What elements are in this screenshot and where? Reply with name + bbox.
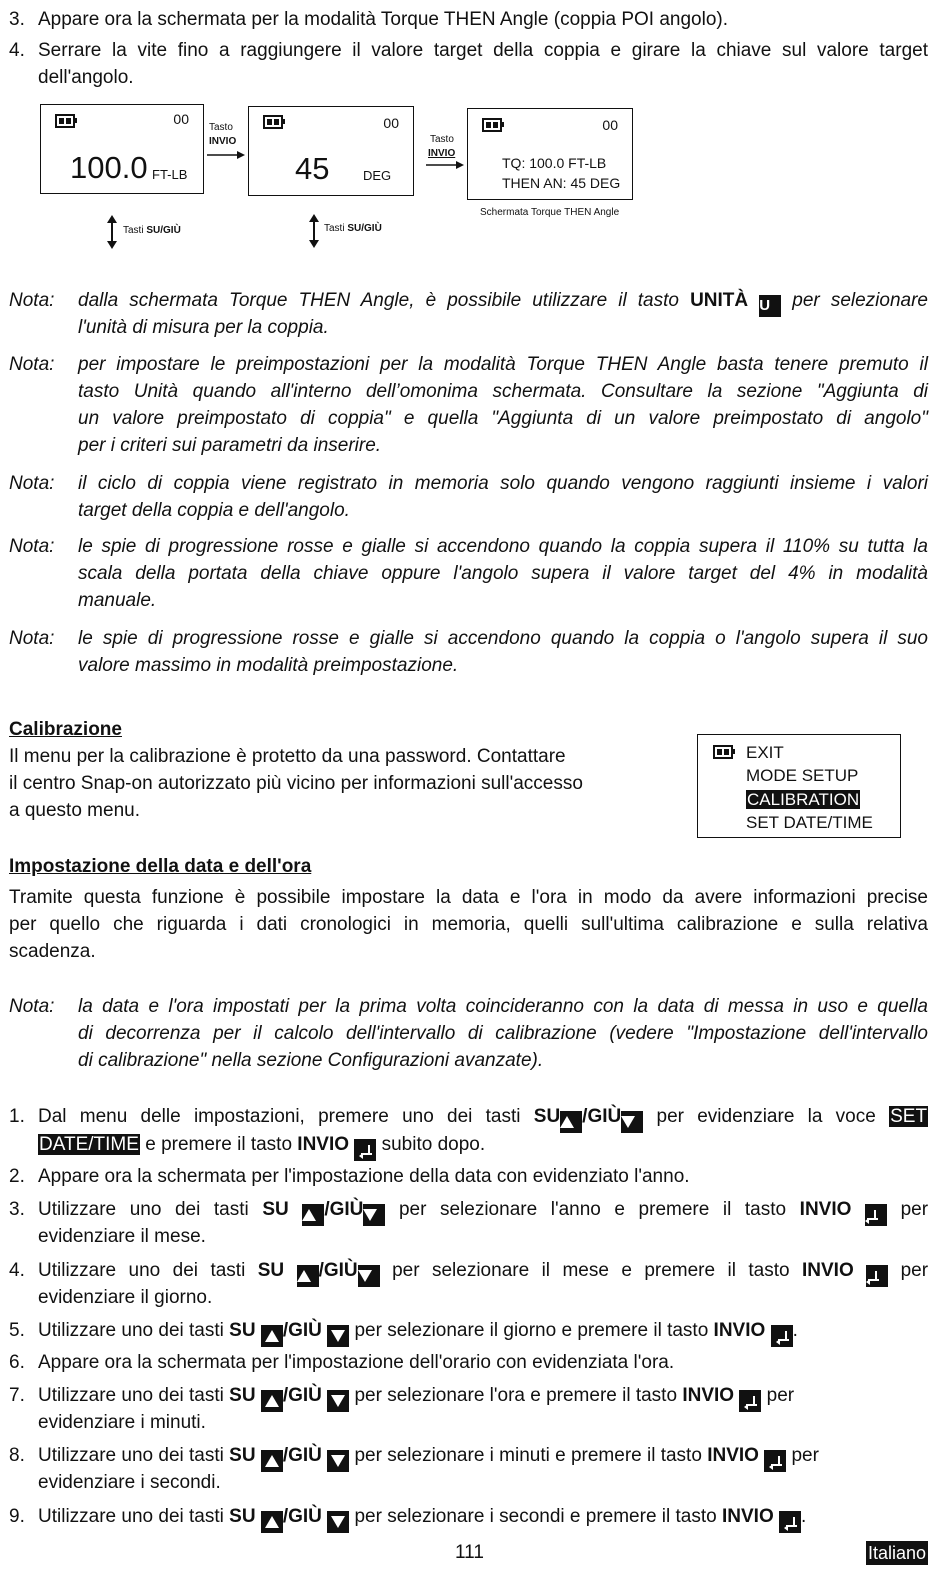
menu-item-exit: EXIT — [746, 743, 784, 762]
count-readout: 00 — [173, 111, 189, 127]
note-text: scala della portata della chiave oppure l'angolo supera il valore target del 4% in modalità — [78, 563, 928, 584]
menu-item-calibration: CALIBRATION — [747, 790, 860, 809]
note-label: Nota: — [9, 290, 55, 311]
battery-icon — [482, 118, 502, 132]
language-tab: Italiano — [867, 1543, 927, 1563]
note-text: di decorrenza per il calcolo dell'intervallo di calibrazione (vedere "Impostazione dell'intervallo — [78, 1023, 928, 1044]
enter-key-icon — [779, 1511, 801, 1533]
step-text: Utilizzare uno dei tasti SU /GIÙ per selezionare l'anno e premere il tasto INVIO per — [38, 1196, 928, 1226]
step-number: 9. — [9, 1506, 25, 1527]
step-text: Dal menu delle impostazioni, premere uno dei tasti SU /GIÙ per evidenziare la voce SET — [38, 1103, 928, 1133]
note-text: l'unità di misura per la coppia. — [78, 317, 329, 338]
angle-unit: DEG — [363, 168, 392, 183]
step-text: DATE/TIME e premere il tasto INVIO subito dopo. — [38, 1131, 928, 1161]
datetime-text: Tramite questa funzione è possibile impostare la data e l'ora in modo da avere informazioni precise — [9, 887, 928, 908]
step-text: Serrare la vite fino a raggiungere il valore target della coppia e girare la chiave sul valore target — [38, 40, 928, 61]
calibration-text: il centro Snap-on autorizzato più vicino per informazioni sull'accesso — [9, 773, 583, 794]
calibration-menu-screen — [697, 734, 901, 838]
calibration-text: Il menu per la calibrazione è protetto da una password. Contattare — [9, 746, 566, 767]
step-text: Utilizzare uno dei tasti SU /GIÙ per selezionare il mese e premere il tasto INVIO per — [38, 1257, 928, 1287]
menu-item-set-date-time: SET DATE/TIME — [746, 813, 873, 832]
note-label: Nota: — [9, 536, 55, 557]
step-text: Appare ora la schermata per l'impostazione dell'orario con evidenziata l'ora. — [38, 1352, 675, 1373]
down-key-icon — [621, 1111, 643, 1133]
step-number: 4. — [9, 40, 25, 61]
note-text: target della coppia e dell'angolo. — [78, 500, 350, 521]
datetime-text: per quello che riguarda i dati cronologici in memoria, quelli sull'ultima calibrazione e sulla relativa — [9, 914, 928, 935]
step-text: evidenziare il giorno. — [38, 1287, 213, 1308]
step-number: 5. — [9, 1320, 25, 1341]
arrow-key-label: INVIO — [428, 148, 456, 159]
note-text: un valore preimpostato di coppia" e quella "Aggiunta di un valore preimpostato di angolo" — [78, 408, 928, 429]
count-readout: 00 — [383, 115, 399, 131]
torque-unit: FT-LB — [152, 167, 188, 182]
note-label: Nota: — [9, 628, 55, 649]
battery-icon — [713, 745, 733, 759]
note-text: per i criteri sui parametri da inserire. — [78, 435, 382, 456]
step-number: 7. — [9, 1385, 25, 1406]
note-text: manuale. — [78, 590, 157, 611]
menu-item-mode-setup: MODE SETUP — [746, 766, 859, 785]
step-number: 3. — [9, 9, 25, 30]
right-arrow-icon — [426, 160, 464, 170]
step-text: dell'angolo. — [38, 67, 134, 88]
step-text: Appare ora la schermata per l'impostazione della data con evidenziato l'anno. — [38, 1166, 690, 1187]
step-text: evidenziare i secondi. — [38, 1472, 221, 1493]
datetime-text: scadenza. — [9, 941, 96, 962]
calibration-text: a questo menu. — [9, 800, 140, 821]
arrow-label: Tasto — [430, 134, 454, 145]
note-text: valore massimo in modalità preimpostazione. — [78, 655, 459, 676]
step-number: 1. — [9, 1106, 25, 1127]
unit-key-icon: U — [759, 295, 781, 317]
step-number: 8. — [9, 1445, 25, 1466]
step-text: Utilizzare uno dei tasti SU /GIÙ per selezionare l'ora e premere il tasto INVIO per — [38, 1382, 928, 1412]
down-key-icon — [327, 1325, 349, 1347]
updown-label: Tasti SU/GIÙ — [123, 225, 181, 236]
step-text: Utilizzare uno dei tasti SU /GIÙ per selezionare il giorno e premere il tasto INVIO . — [38, 1317, 928, 1347]
screen-caption: Schermata Torque THEN Angle — [480, 207, 620, 218]
up-down-arrow-icon — [309, 214, 319, 248]
note-text: per impostare le preimpostazioni per la modalità Torque THEN Angle basta tenere premuto il — [78, 354, 928, 375]
step-number: 2. — [9, 1166, 25, 1187]
right-arrow-icon — [207, 150, 245, 160]
torque-line: TQ: 100.0 FT-LB — [502, 155, 607, 171]
updown-label: Tasti SU/GIÙ — [324, 223, 382, 234]
count-readout: 00 — [602, 117, 618, 133]
note-text: le spie di progressione rosse e gialle si accendono quando la coppia supera il 110% su tutta la — [78, 536, 928, 557]
battery-icon — [263, 115, 283, 129]
enter-key-icon — [354, 1139, 376, 1161]
angle-line: THEN AN: 45 DEG — [502, 175, 621, 191]
up-down-arrow-icon — [107, 215, 117, 249]
datetime-heading: Impostazione della data e dell'ora — [9, 856, 312, 877]
note-text: tasto Unità quando all'interno dell’omonima schermata. Consultare la sezione "Aggiunta di — [78, 381, 928, 402]
torque-then-angle-screen — [467, 108, 633, 200]
up-key-icon — [560, 1111, 582, 1133]
angle-screen — [248, 106, 414, 196]
note-label: Nota: — [9, 354, 55, 375]
enter-key-icon — [771, 1325, 793, 1347]
step-text: evidenziare i minuti. — [38, 1412, 206, 1433]
note-text: le spie di progressione rosse e gialle si accendono quando la coppia o l'angolo supera il suo — [78, 628, 928, 649]
angle-value: 45 — [295, 151, 330, 186]
step-text: evidenziare il mese. — [38, 1226, 206, 1247]
step-text: Utilizzare uno dei tasti SU /GIÙ per selezionare i minuti e premere il tasto INVIO per — [38, 1442, 928, 1472]
calibration-heading: Calibrazione — [9, 719, 122, 740]
arrow-key-label: INVIO — [209, 136, 237, 147]
note-text: dalla schermata Torque THEN Angle, è possibile utilizzare il tasto UNITÀ U per selezionare — [78, 287, 928, 317]
note-label: Nota: — [9, 996, 55, 1017]
step-number: 4. — [9, 1260, 25, 1281]
note-label: Nota: — [9, 473, 55, 494]
page-number: 111 — [455, 1542, 484, 1563]
note-text: la data e l'ora impostati per la prima volta coincideranno con la data di messa in uso e quella — [78, 996, 928, 1017]
down-key-icon — [327, 1511, 349, 1533]
torque-screen — [40, 104, 204, 194]
note-text: di calibrazione" nella sezione Configurazioni avanzate). — [78, 1050, 544, 1071]
step-number: 3. — [9, 1199, 25, 1220]
up-key-icon — [261, 1325, 283, 1347]
torque-value: 100.0 — [70, 150, 148, 185]
note-text: il ciclo di coppia viene registrato in memoria solo quando vengono raggiunti insieme i valori — [78, 473, 928, 494]
battery-icon — [55, 114, 75, 128]
step-number: 6. — [9, 1352, 25, 1373]
up-key-icon — [261, 1511, 283, 1533]
step-text: Utilizzare uno dei tasti SU /GIÙ per selezionare i secondi e premere il tasto INVIO . — [38, 1503, 928, 1533]
arrow-label: Tasto — [209, 122, 233, 133]
step-text: Appare ora la schermata per la modalità Torque THEN Angle (coppia POI angolo). — [38, 9, 729, 30]
